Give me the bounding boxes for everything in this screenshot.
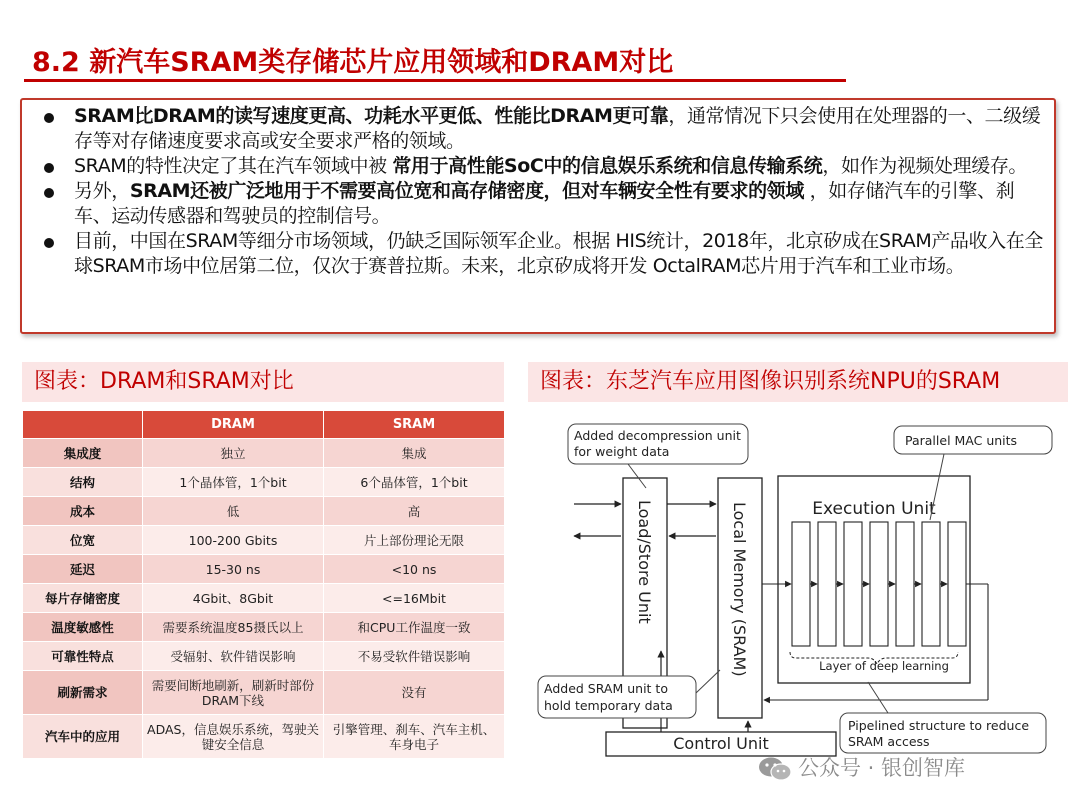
left-chart-header: 图表：DRAM和SRAM对比 bbox=[22, 362, 504, 402]
table-row: 每片存储密度 4Gbit、8Gbit <=16Mbit bbox=[23, 584, 505, 613]
wechat-icon bbox=[758, 756, 792, 782]
table-header-dram: DRAM bbox=[143, 411, 324, 439]
table-header-cell bbox=[23, 411, 143, 439]
control-unit-label: Control Unit bbox=[673, 734, 769, 753]
table-row: 汽车中的应用 ADAS，信息娱乐系统，驾驶关键安全信息 引擎管理、刹车、汽车主机、车身电子 bbox=[23, 715, 505, 759]
table-row: 延迟 15-30 ns <10 ns bbox=[23, 555, 505, 584]
page-title: 8.2 新汽车SRAM类存储芯片应用领域和DRAM对比 bbox=[32, 47, 674, 78]
table-header-row bbox=[23, 411, 505, 439]
local-memory-label: Local Memory (SRAM) bbox=[730, 502, 749, 677]
layer-label: Layer of deep learning bbox=[819, 659, 949, 673]
bullet-dot-icon bbox=[44, 188, 54, 198]
callout-decompression-line1: Added decompression unit bbox=[574, 428, 741, 443]
execution-unit-label: Execution Unit bbox=[812, 499, 936, 519]
table-header-sram: SRAM bbox=[324, 411, 505, 439]
callout-pipeline-line2: SRAM access bbox=[848, 734, 930, 749]
callout-sram-line1: Added SRAM unit to bbox=[544, 681, 668, 696]
load-store-unit-label: Load/Store Unit bbox=[635, 500, 654, 624]
table-row: 位宽 100-200 Gbits 片上部份理论无限 bbox=[23, 526, 505, 555]
table-row: 可靠性特点 受辐射、软件错误影响 不易受软件错误影响 bbox=[23, 642, 505, 671]
right-chart-header: 图表：东芝汽车应用图像识别系统NPU的SRAM bbox=[528, 362, 1068, 402]
table-row: 刷新需求 需要间断地刷新，刷新时部份DRAM下线 没有 bbox=[23, 671, 505, 715]
bullet-dot-icon bbox=[44, 113, 54, 123]
bullet-item: 目前，中国在SRAM等细分市场领域，仍缺乏国际领军企业。根据 HIS统计，2018年，北京矽成在SRAM产品收入在全球SRAM市场中位居第二位，仅次于赛普拉斯。未来，北京矽成将开发 OctalRAM芯片用于汽车和工业市场。 bbox=[44, 229, 1044, 279]
watermark bbox=[758, 752, 965, 782]
watermark-text: 公众号 · 银创智库 bbox=[798, 756, 966, 780]
callout-mac-label: Parallel MAC units bbox=[905, 433, 1018, 448]
bullet-dot-icon bbox=[44, 163, 54, 173]
table-row: 温度敏感性 需要系统温度85摄氏以上 和CPU工作温度一致 bbox=[23, 613, 505, 642]
table-row: 成本 低 高 bbox=[23, 497, 505, 526]
npu-sram-diagram bbox=[528, 408, 1068, 758]
bullet-item: SRAM的特性决定了其在汽车领域中被 常用于高性能SoC中的信息娱乐系统和信息传输系统，如作为视频处理缓存。 bbox=[44, 154, 1044, 179]
table-row: 结构 1个晶体管，1个bit 6个晶体管，1个bit bbox=[23, 468, 505, 497]
callout-decompression-line2: for weight data bbox=[574, 444, 670, 459]
callout-sram-line2: hold temporary data bbox=[544, 698, 673, 713]
comparison-table bbox=[22, 410, 505, 759]
bullet-dot-icon bbox=[44, 238, 54, 248]
bullet-item: SRAM比DRAM的读写速度更高、功耗水平更低、性能比DRAM更可靠，通常情况下只会使用在处理器的一、二级缓存等对存储速度要求高或安全要求严格的领域。 bbox=[44, 104, 1044, 154]
bullet-item: 另外，SRAM还被广泛地用于不需要高位宽和高存储密度，但对车辆安全性有要求的领域 ，如存储汽车的引擎、刹车、运动传感器和驾驶员的控制信号。 bbox=[44, 179, 1044, 229]
summary-box bbox=[20, 98, 1056, 334]
table-row: 集成度 独立 集成 bbox=[23, 439, 505, 468]
title-underline bbox=[24, 79, 846, 82]
callout-pipeline-line1: Pipelined structure to reduce bbox=[848, 718, 1030, 733]
